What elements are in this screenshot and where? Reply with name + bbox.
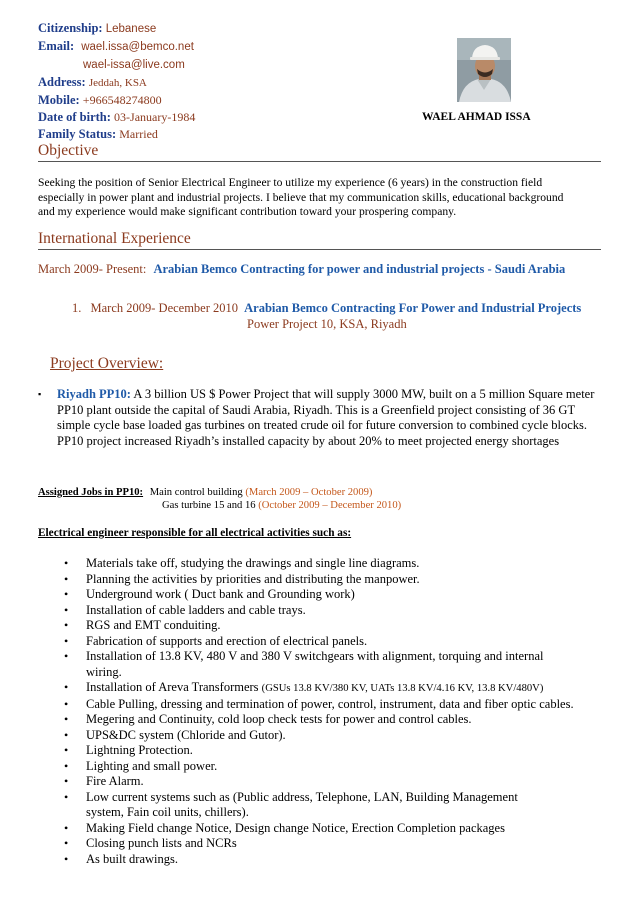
overview-bullet: ▪: [38, 389, 42, 399]
duty-item: • Making Field change Notice, Design change Notice, Erection Completion packages: [64, 821, 604, 837]
citizenship-value: Lebanese: [105, 23, 157, 35]
mobile-value: +966548274800: [82, 93, 162, 107]
assigned-label: Assigned Jobs in PP10:: [38, 487, 144, 498]
duty-item: • RGS and EMT conduiting.: [64, 618, 604, 634]
objective-text: Seeking the position of Senior Electrical Engineer to utilize my experience (6 years) in the construction field especially in power plant and industrial projects. I believe that my communication skills, educational background and my experience would make significant contribution toward your prospering company.: [38, 176, 564, 218]
assigned-job-2: Gas turbine 15 and 16: [162, 500, 256, 511]
family-label: Family Status:: [38, 127, 117, 141]
project-name: Riyadh PP10:: [57, 387, 131, 401]
duties-heading: Electrical engineer responsible for all electrical activities such as:: [38, 527, 352, 539]
duty-item: • Installation of 13.8 KV, 480 V and 380 V switchgears with alignment, torquing and internal wiring.: [64, 649, 604, 680]
full-name: WAEL AHMAD ISSA: [422, 111, 531, 123]
experience-item: [72, 301, 581, 316]
contact-block: [38, 20, 398, 143]
mobile-row: [38, 92, 398, 109]
duty-item: • Closing punch lists and NCRs: [64, 836, 604, 852]
overview-paragraph: [57, 387, 602, 449]
citizenship-label: Citizenship:: [38, 21, 103, 35]
duty-item: • Installation of Areva Transformers (GSUs 13.8 KV/380 KV, UATs 13.8 KV/4.16 KV, 13.8 KV/480V): [64, 680, 604, 697]
item-period: March 2009- December 2010: [90, 301, 239, 315]
duty-item: • Installation of cable ladders and cable trays.: [64, 603, 604, 619]
email-row: [38, 38, 398, 56]
citizenship-row: [38, 20, 398, 38]
address-row: [38, 74, 398, 92]
photo-drawing: [457, 38, 511, 102]
duty-item: • Cable Pulling, dressing and termination of power, control, instrument, data and fiber optic cables.: [64, 697, 604, 713]
duty-item: • Low current systems such as (Public address, Telephone, LAN, Building Management system, Fain coil units, chillers).: [64, 790, 604, 821]
assigned-job-2-dates: (October 2009 – December 2010): [258, 500, 402, 511]
assigned-job-1-dates: (March 2009 – October 2009): [245, 487, 373, 498]
dob-row: [38, 109, 398, 126]
mobile-label: Mobile:: [38, 93, 80, 107]
email-1: wael.issa@bemco.net: [81, 41, 194, 53]
family-value: Married: [119, 127, 158, 141]
item-number: 1.: [72, 301, 82, 315]
experience-title: International Experience: [38, 230, 601, 250]
assigned-row-2: [162, 500, 401, 511]
experience-company: Arabian Bemco Contracting for power and industrial projects - Saudi Arabia: [153, 262, 566, 276]
experience-summary: [38, 262, 565, 277]
email-row-2: [38, 56, 398, 74]
address-label: Address:: [38, 75, 86, 89]
overview-title: Project Overview:: [50, 355, 164, 372]
duty-item: • Lighting and small power.: [64, 759, 604, 775]
email-2: wael-issa@live.com: [83, 59, 185, 71]
duty-item: • Megering and Continuity, cold loop check tests for power and control cables.: [64, 712, 604, 728]
assigned-job-1: Main control building: [149, 487, 243, 498]
address-value: Jeddah, KSA: [88, 77, 147, 89]
duties-list: [64, 556, 604, 867]
duty-item: • Fire Alarm.: [64, 774, 604, 790]
family-row: [38, 126, 398, 143]
project-text: A 3 billion US $ Power Project that will supply 3000 MW, built on a 5 million Square meter PP10 plant outside the capital of Saudi Arabia, Riyadh. This is a Greenfield project consisting of 36 GT simple cycle base loaded gas turbines on treated crude oil for future conversion to combined cycle blocks. PP10 project increased Riyadh’s installed capacity by about 20% to meet projected energy shortages: [57, 387, 595, 448]
objective-title: Objective: [38, 142, 601, 162]
email-label: Email:: [38, 39, 75, 53]
duty-item: • Fabrication of supports and erection of electrical panels.: [64, 634, 604, 650]
duty-item: • Materials take off, studying the drawings and single line diagrams.: [64, 556, 604, 572]
item-project: Power Project 10, KSA, Riyadh: [247, 317, 407, 331]
experience-period: March 2009- Present:: [38, 262, 147, 276]
duty-item: • Lightning Protection.: [64, 743, 604, 759]
transformer-detail: (GSUs 13.8 KV/380 KV, UATs 13.8 KV/4.16 KV, 13.8 KV/480V): [261, 683, 544, 694]
dob-label: Date of birth:: [38, 110, 111, 124]
duty-item: • Underground work ( Duct bank and Grounding work): [64, 587, 604, 603]
dob-value: 03-January-1984: [114, 110, 196, 124]
item-company: Arabian Bemco Contracting For Power and Industrial Projects: [244, 301, 582, 315]
duty-item: • Planning the activities by priorities and distributing the manpower.: [64, 572, 604, 588]
duty-item: • UPS&DC system (Chloride and Gutor).: [64, 728, 604, 744]
person-photo-icon: [457, 38, 511, 102]
assigned-row-1: [38, 487, 372, 498]
duty-item: • As built drawings.: [64, 852, 604, 868]
